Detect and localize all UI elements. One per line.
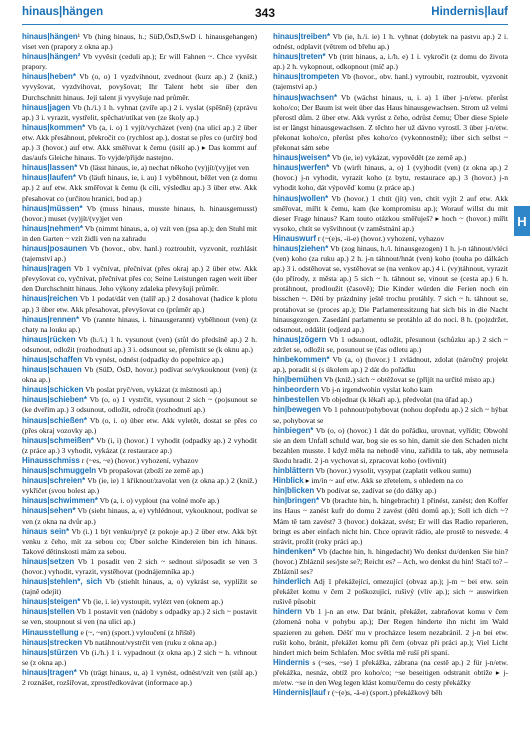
dictionary-entry — [22, 577, 257, 597]
entry-definition: Vb (kniž.) sich ~ obtěžovat se (přijít na určité místo ap.) — [322, 375, 495, 385]
dictionary-entry — [22, 355, 257, 365]
entry-headword: hinbiegen* — [273, 425, 314, 435]
dictionary-entry — [22, 385, 257, 395]
entry-definition: Vb (muss hinaus, musste hinaus, h. hinausgemusst) (hovor.) muset (vy)jít/(vy)jet ven — [22, 203, 257, 223]
dictionary-entry — [22, 173, 257, 203]
letter-thumb-tab[interactable]: H — [514, 206, 530, 236]
dictionary-entry — [22, 123, 257, 163]
entry-definition: Vb j-n irgendwohin vyslat koho kam — [319, 385, 433, 395]
entry-definition: Vb poslat pryč/ven, vykázat (z místnosti ap.) — [83, 385, 222, 395]
entry-headword: hinaus|müssen* — [22, 203, 83, 213]
entry-headword: Hinauswurf — [273, 233, 316, 243]
entry-headword: hinaus|rennen* — [22, 314, 80, 324]
entry-headword: Hinausschmiss — [22, 455, 80, 465]
entry-definition: Vb 1 pohnout/pohybovat (nohou dopředu ap.) 2 sich ~ hýbat se, pohybovat se — [273, 405, 508, 425]
entry-definition: Vb (ie, h./i. ie) 1 h. vyhnat (dobytek na pastvu ap.) 2 i. odnést, odplavit (větrem od břehu ap.) — [273, 32, 508, 52]
entry-headword: hinaus|schwimmen* — [22, 496, 98, 506]
dictionary-entry — [22, 244, 257, 264]
entry-headword: hindenken* — [273, 546, 316, 556]
right-column — [273, 32, 508, 744]
dictionary-entry — [22, 607, 257, 627]
entry-definition: Vb (o, o) (hovor.) 1 dát do pořádku, urovnat, vyřídit; Obwohl sie an dem Unfall schuld war, bog sie es so hin, damit sie den Schaden nicht bezahlen musste. I když měla na nehodě vinu, zařídila to tak, aby nemusela škodu hradit. 2 j-n vychovat si, zpracovat koho (ovlivnit) — [273, 425, 508, 465]
left-column — [22, 32, 257, 744]
dictionary-entry — [273, 234, 508, 244]
dictionary-entry — [273, 385, 508, 395]
entry-definition: r (~es, ~e) (hovor.) vyhození, vyhazov — [79, 455, 199, 465]
entry-headword: hinbestellen — [273, 395, 320, 405]
entry-headword: hinaus|treten* — [273, 52, 326, 62]
dictionary-entry — [273, 335, 508, 355]
dictionary-entry — [22, 456, 257, 466]
entry-headword: hinaus|trompeten — [273, 72, 340, 82]
entry-definition: Vb (hovor., obv. hanl.) vytroubit, roztroubit, vyzvonit (tajemství ap.) — [273, 72, 508, 92]
entry-headword: hinaus|schaffen — [22, 355, 83, 364]
entry-definition: Vb 1 postavit ven (nádoby s odpadky ap.) 2 sich ~ postavit se ven, stoupnout si ven (na ulici ap.) — [22, 607, 257, 627]
entry-definition: Vb (sieht hinaus, a, e) vyhlédnout, vykouknout, podívat se ven (z okna na dvůr ap.) — [22, 506, 257, 526]
entry-definition: Vb (a, i. o) vyplout (na volné moře ap.) — [97, 496, 220, 506]
dictionary-entry — [273, 72, 508, 92]
dictionary-entry — [22, 416, 257, 436]
entry-definition: Vb (ie, i. ie) vystoupit, vylézt ven (oknem ap.) — [80, 597, 223, 607]
entry-headword: hinaus|schreien* — [22, 476, 86, 486]
dictionary-entry — [273, 688, 508, 698]
dictionary-entry — [273, 466, 508, 476]
entry-headword: hinaus|werfen* — [273, 163, 330, 173]
entry-definition: Vb (brachte hin, h. hingebracht) 1 přinést, zanést; den Koffer ins Haus ~ zanést kufr do domu 2 zavést (děti domů ap.); Soll ich dich ~? Mám tě tam zavést? 3 (hovor.) dokázat, svést; Er will das Radio reparieren, bringt es aber einfach nicht hin. Chce opravit rádio, ale prostě to nesvede. 4 strávit, prožít (roky práci ap.) — [273, 496, 508, 546]
dictionary-entry — [22, 365, 257, 385]
dictionary-entry — [22, 315, 257, 335]
dictionary-entry — [22, 224, 257, 244]
entry-definition: Vb propašovat (zboží ze země ap.) — [96, 466, 204, 476]
entry-headword: hinaus|hängen — [22, 32, 78, 41]
entry-headword: hin|bewegen — [273, 405, 321, 415]
entry-headword: hinaus|schmeißen* — [22, 435, 94, 445]
entry-definition: ¹ Vb (hing hinaus, h.; SüD,ÖsD,SwD i. hinausgehangen) viset ven (prapory z okna ap.) — [22, 32, 257, 52]
dictionary-entry — [22, 335, 257, 355]
entry-definition: Vb 1 vyčnívat, přečnívat (přes okraj ap.) 2 über etw. Akk převyšovat co, vyčnívat, přečnívat přes co; Seine Leistungen ragen weit über den Durchschnitt hinaus. Jeho výkony zdaleka převyšují průměr. — [22, 264, 257, 294]
entry-definition: Vb (h./i.) 1 h. vysunout (ven) (stůl do předsíně ap.) 2 h. odsunout, odložit (rozhodnutí ap.) 3 i. odsunout se, přemístit se (k oknu ap.) — [22, 334, 257, 354]
entry-headword: hinaus|jagen — [22, 102, 71, 112]
entry-definition: Vb (läuft hinaus, ie, i. au) 1 vyběhnout, běžet ven (z domu ap.) 2 auf etw. Akk směřovat k čemu (k cíli, výsledku ap.) 3 über etw. Akk přesahovat co (určitou hranici, bod ap.) — [22, 173, 257, 203]
dictionary-entry — [273, 163, 508, 193]
dictionary-entry — [273, 405, 508, 425]
entry-headword: hin|bringen* — [273, 496, 320, 506]
entry-definition: Vb (nimmt hinaus, a, o) vzít ven (psa ap.); den Stuhl mit in den Garten ~ vzít židli ven na zahradu — [22, 223, 257, 243]
entry-definition: Vb (i./h.) 1 i. vypadnout (z okna ap.) 2 sich ~ h. vrhnout se (z okna ap.) — [22, 647, 257, 667]
dictionary-entry — [22, 103, 257, 123]
dictionary-entry — [273, 476, 508, 486]
dictionary-entry — [273, 496, 508, 546]
dictionary-entry — [22, 506, 257, 526]
entry-definition: e (~, ~en) (sport.) vyloučení (z hřiště) — [78, 627, 195, 637]
dictionary-entry — [273, 244, 508, 335]
dictionary-entry — [22, 638, 257, 648]
entry-headword: hinaus|schieben* — [22, 395, 87, 405]
entry-headword: hinaus|tragen* — [22, 667, 77, 677]
entry-headword: hinaus|lassen* — [22, 163, 78, 173]
dictionary-entry — [273, 658, 508, 688]
entry-headword: hinaus|hängen² — [22, 52, 81, 62]
entry-definition: Vb (trägt hinaus, u, a) 1 vynést, odnést/vzít ven (stůl ap.) 2 roznášet, rozšiřovat, zprostředkovávat (informace ap.) — [22, 667, 257, 687]
dictionary-entry — [22, 527, 257, 557]
entry-headword: hin|blicken — [273, 486, 315, 496]
entry-headword: hinaus|schmuggeln — [22, 466, 97, 476]
entry-headword: hinaus|wachsen* — [273, 92, 338, 102]
entry-headword: hinaus|ragen — [22, 264, 72, 274]
entry-definition: Vb (zog hinaus, h./i. hinausgezogen) 1 h. j-n táhnout/vléci (ven) koho (za ruku ap.) 2 h. j-n táhnout/hnát (ven) koho (touha po dálkách ap.) 3 i. odstěhovat se, vystěhovat se (na venkov ap.) 4 i. (vy)táhnout, vyrazit (do přírody, z města ap.) 5 sich ~ h. táhnout se, vinout se (cesta ap.) 6 h. protáhnout, prodloužit (časově); Die Kinder würden die Ferien noch ein bisschen ~. Děti by prázdniny ještě trochu protáhly. 7 sich ~ h. táhnout se, protahovat se (proces ap.); Die Parlamentssitzung hat sich bis in die Nacht hinausgezogen. Zasedání parlamentu se protáhlo až do noci. 8 h. (po)zdržet, odsunout, oddálit (odjezd ap.) — [273, 243, 508, 334]
entry-definition: Vb (wächst hinaus, u, i. a) 1 über j-n/etw. přerůst koho/co; Der Baum ist weit über das Haus hinausgewachsen. Strom už velmi přerostl dům. 2 über etw. Akk vyrůst z čeho, odrůst čemu; Über diese Spiele ist er längst hinausgewachsen. Z těchto her už dávno vyrostl. 3 über j-n/etw. překonat koho/co, přerůst přes koho/co (vykonnostně); über sich selbst ~ překonat sám sebe — [273, 92, 508, 153]
entry-definition: Vb (ie, ie) 1 křiknout/zavolat ven (z okna ap.) 2 (kniž.) vykřičet (svou bolest ap.) — [22, 476, 257, 496]
page-header — [22, 6, 508, 25]
dictionary-entry — [22, 466, 257, 476]
entry-headword: hinaus|weisen* — [273, 153, 331, 163]
dictionary-entry — [273, 375, 508, 385]
entry-definition: r (~(e)s, -ä-e) (sport.) překážkový běh — [325, 688, 443, 698]
dictionary-entry — [273, 426, 508, 466]
dictionary-entry — [22, 395, 257, 415]
dictionary-entry — [22, 597, 257, 607]
entry-definition: Vb (o, i. o) über etw. Akk vyletět, dostat se přes co (přes okraj vozovky ap.) — [22, 415, 257, 435]
entry-definition: Vb (hovor.) vysolit, vysypat (zaplatit velkou sumu) — [313, 466, 472, 476]
entry-headword: hinaus|schießen* — [22, 415, 87, 425]
entry-definition: ▸ im/in ~ auf etw. Akk se zřetelem, s ohledem na co — [303, 476, 463, 486]
entry-headword: hinaus|steigen* — [22, 597, 81, 607]
entry-headword: hinbekommen* — [273, 355, 330, 364]
entry-headword: hinaus|sehen* — [22, 506, 76, 516]
entry-headword: hinblättern — [273, 466, 314, 476]
dictionary-entry — [273, 486, 508, 496]
dictionary-entry — [22, 52, 257, 72]
entry-headword: Hinblick — [273, 476, 304, 486]
entry-definition: Vb 1 podat/dát ven (talíř ap.) 2 dosahovat (hadice k plotu ap.) 3 über etw. Akk přesahovat, převyšovat co (průměr ap.) — [22, 294, 257, 314]
dictionary-entry — [22, 72, 257, 102]
dictionary-entry — [22, 496, 257, 506]
entry-headword: hinaus|stehlen*, sich — [22, 577, 103, 587]
dictionary-entry — [273, 194, 508, 234]
entry-definition: Vb (stiehlt hinaus, a, o) vykrást se, vyplížit se (tajně odejít) — [22, 577, 257, 597]
entry-headword: hinaus|setzen — [22, 556, 75, 566]
entry-definition: Vb (a, i. o) 1 vyjít/vycházet (ven) (na ulici ap.) 2 über etw. Akk přesáhnout, překročit co (rychlost ap.), dostat se přes co (určitý bod ap.) 3 (hovor.) auf etw. Akk směřovat k čemu (úsilí ap.) ▸ Das kommt auf das/aufs Gleiche hinaus. To vyjde/přijde nastejno. — [22, 122, 257, 163]
entry-headword: hinaus|zögern — [273, 334, 327, 344]
dictionary-entry — [273, 32, 508, 52]
entry-headword: hindern — [273, 607, 302, 617]
entry-headword: hinaus|wollen* — [273, 193, 329, 203]
entry-definition: Vb (o, o) 1 vystrčit, vysunout 2 sich ~ (po)sunout se (ke dveřím ap.) 3 odsunout, odložit, odročit (rozhodnutí ap.) — [22, 395, 257, 415]
entry-headword: hinaus|laufen* — [22, 173, 76, 183]
entry-headword: hinaus|posaunen — [22, 243, 87, 253]
dictionary-entry — [273, 355, 508, 375]
entry-definition: r (~(e)s, -ü-e) (hovor.) vyhození, vyhazov — [315, 233, 445, 243]
entry-headword: hinaus sein* — [22, 526, 70, 536]
entry-definition: Vb (lässt hinaus, ie, a) nechat někoho (vy)jít/(vy)jet ven — [77, 163, 250, 173]
entry-headword: hinaus|strecken — [22, 637, 83, 647]
entry-definition: Vb (wirft hinaus, a, o) 1 (vy)hodit (ven) (z okna ap.) 2 (hovor.) j-n vyhodit, vyrazit koho (z bytu, restaurace ap.) 3 (hovor.) j-n vyhodit koho, dát výpověď komu (z práce ap.) — [273, 163, 508, 193]
entry-definition: Vb (o, o) 1 vyzdvihnout, zvednout (kurz ap.) 2 (kniž.) vyvyšovat, vyzdvihovat, povyšovat; Ihr Talent hebt sie über den Durchschnitt hinaus. Její talent ji vyvyšuje nad průměr. — [22, 72, 257, 102]
dictionary-entry — [22, 668, 257, 688]
entry-headword: hinaus|treiben* — [273, 32, 331, 41]
entry-definition: Vb (a, o) (hovor.) 1 zvládnout, zdolat (náročný projekt ap.), poradit si (s úkolem ap.) 2 dát do pořádku — [273, 355, 508, 375]
entry-definition: Vb natáhnout/vystrčit ven (ruku z okna ap.) — [82, 637, 217, 647]
dictionary-entry — [22, 628, 257, 638]
dictionary-entry — [22, 204, 257, 224]
entry-definition: Vb (ie, ie) vykázat, vypovědět (ze země ap.) — [330, 153, 467, 163]
dictionary-entry — [22, 648, 257, 668]
entry-definition: Vb (tritt hinaus, a, i./h. e) 1 i. vykročit (z domu do života ap.) 2 h. vykopnout, odkopnout (míč ap.) — [273, 52, 508, 72]
entry-definition: Vb (h./i.) 1 h. vyhnat (zvíře ap.) 2 i. vyslat (spěšně) (zprávu ap.) 3 i. vyrazit, vystřelit, spěchat/utíkat ven (ze školy ap.) — [22, 102, 257, 122]
dictionary-entry — [22, 557, 257, 577]
entry-definition: Vb (i.) 1 být venku/pryč (z pokoje ap.) 2 über etw. Akk být venku z čeho, mít za sebou co; Über solche Kindereien bin ich hinaus. Takové dětinskosti mám za sebou. — [22, 526, 257, 556]
entry-definition: Vb (hovor.) 1 chtít (jít) ven, chtít vyjít 2 auf etw. Akk směřovat, mířit k čemu, kam (ke kompromisu ap.); Worauf willst du mit dieser Frage hinaus? Kam touto otázkou směřuješ? ▸ hoch ~ (hovor.) mířit vysoko, chtít se vyšvihnout (v zaměstnání ap.) — [273, 193, 508, 233]
entry-headword: hinaus|rücken — [22, 334, 76, 344]
entry-headword: Hindernis|lauf — [273, 688, 326, 698]
entry-definition: s (~ses, ~se) 1 překážka, zábrana (na cestě ap.) 2 für j-n/etw. překážka, nesnáz, obtíž pro koho/co; ~se beseitigen odstranit obtíže ▸ j-m/etw. ~se in den Weg legen klást komu/čemu do cesty překážky — [273, 657, 508, 687]
entry-headword: hinaus|schauen — [22, 365, 82, 375]
entry-definition: Vb (SüD, ÖsD, hovor.) podívat se/vykouknout (ven) (z okna ap.) — [22, 365, 257, 385]
entry-definition: Vb podívat se, zadívat se (do dálky ap.) — [314, 486, 437, 496]
dictionary-entry — [22, 264, 257, 294]
dictionary-entry — [22, 294, 257, 314]
entry-definition: Vb vyvěsit (ceduli ap.); Er will Fahnen ~. Chce vyvěsit prapory. — [22, 52, 257, 72]
entry-definition: Vb 1 j-n an etw. Dat bránit, překážet, zabraňovat komu v čem (zlomená noha v pohybu ap.); Der Regen hinderte ihn nicht im Wald spazieren zu gehen. Déšť mu v procházce lesem nezabránil. 2 j-n bei etw. rušit koho, bránit, překážet komu při čem (obvaz při práci ap.); Viel Licht hindert mich beim Schlafen. Moc světla mě ruší při spaní. — [273, 607, 508, 657]
entry-definition: Vb (hovor., obv. hanl.) roztroubit, vyzvonit, rozhlásit (tajemství ap.) — [22, 243, 257, 264]
entry-headword: hinaus|reichen — [22, 294, 78, 304]
dictionary-entry — [22, 476, 257, 496]
dictionary-entry — [273, 52, 508, 72]
entry-headword: hinderlich — [273, 577, 311, 587]
dictionary-entry — [273, 153, 508, 163]
entry-definition: Vb vynést, odnést (odpadky do popelnice ap.) — [82, 355, 224, 364]
entry-definition: Vb (rannte hinaus, i. hinausgerannt) vyběhnout (ven) (z chaty na louku ap.) — [22, 314, 257, 334]
dictionary-entry — [273, 547, 508, 577]
entry-headword: hinaus|stürzen — [22, 647, 78, 657]
dictionary-entry — [273, 395, 508, 405]
dictionary-entry — [273, 607, 508, 657]
page-number: 343 — [254, 6, 276, 20]
dictionary-entry — [273, 93, 508, 154]
entry-definition: Vb objednat (k lékaři ap.), předvolat (na úřad ap.) — [319, 395, 472, 405]
dictionary-entry — [22, 163, 257, 173]
entry-headword: hinaus|stellen — [22, 607, 75, 617]
entry-headword: Hinausstellung — [22, 627, 79, 637]
entry-definition: Adj 1 překážející, omezující (obvaz ap.); j-m ~ bei etw. sein překážet komu v čem 2 poškozující, rušivý (vliv ap.); sich ~ auswirken rušivě působit — [273, 577, 508, 607]
entry-headword: hinaus|ziehen* — [273, 243, 329, 253]
entry-headword: hinaus|kommen* — [22, 122, 86, 132]
entry-headword: hinaus|nehmen* — [22, 223, 83, 233]
entry-headword: Hindernis — [273, 657, 310, 667]
entry-headword: hinbeordern — [273, 385, 320, 395]
dictionary-entry — [22, 32, 257, 52]
entry-definition: Vb 1 odsunout, odložit, přesunout (schůzku ap.) 2 sich ~ zdržet se, odložit se, posunout se (čas odletu ap.) — [273, 334, 508, 354]
entry-headword: hinaus|schicken — [22, 385, 84, 395]
entry-definition: Vb (i, i) (hovor.) 1 vyhodit (odpadky ap.) 2 vyhodit (z práce ap.) 3 vyhodit, vykázat (z restaurace ap.) — [22, 435, 257, 455]
entry-definition: Vb 1 posadit ven 2 sich ~ sednout si/posadit se ven 3 (hovor.) vyhodit, vyrazit, vystěhovat (podnájemníka ap.) — [22, 556, 257, 576]
entry-headword: hinaus|heben* — [22, 72, 76, 82]
entry-definition: Vb (dachte hin, h. hingedacht) Wo denkst du/denken Sie hin? (hovor.) Zbláznil ses/jste se?; Reicht es? – Ach, wo denkst du hin! Stačí to? – Zbláznil ses? — [273, 546, 508, 576]
left-guide-word: hinaus|hängen — [22, 6, 104, 18]
entry-headword: hin|bemühen — [273, 375, 323, 385]
right-guide-word: Hindernis|lauf — [431, 6, 508, 18]
dictionary-entry — [273, 577, 508, 607]
dictionary-entry — [22, 436, 257, 456]
